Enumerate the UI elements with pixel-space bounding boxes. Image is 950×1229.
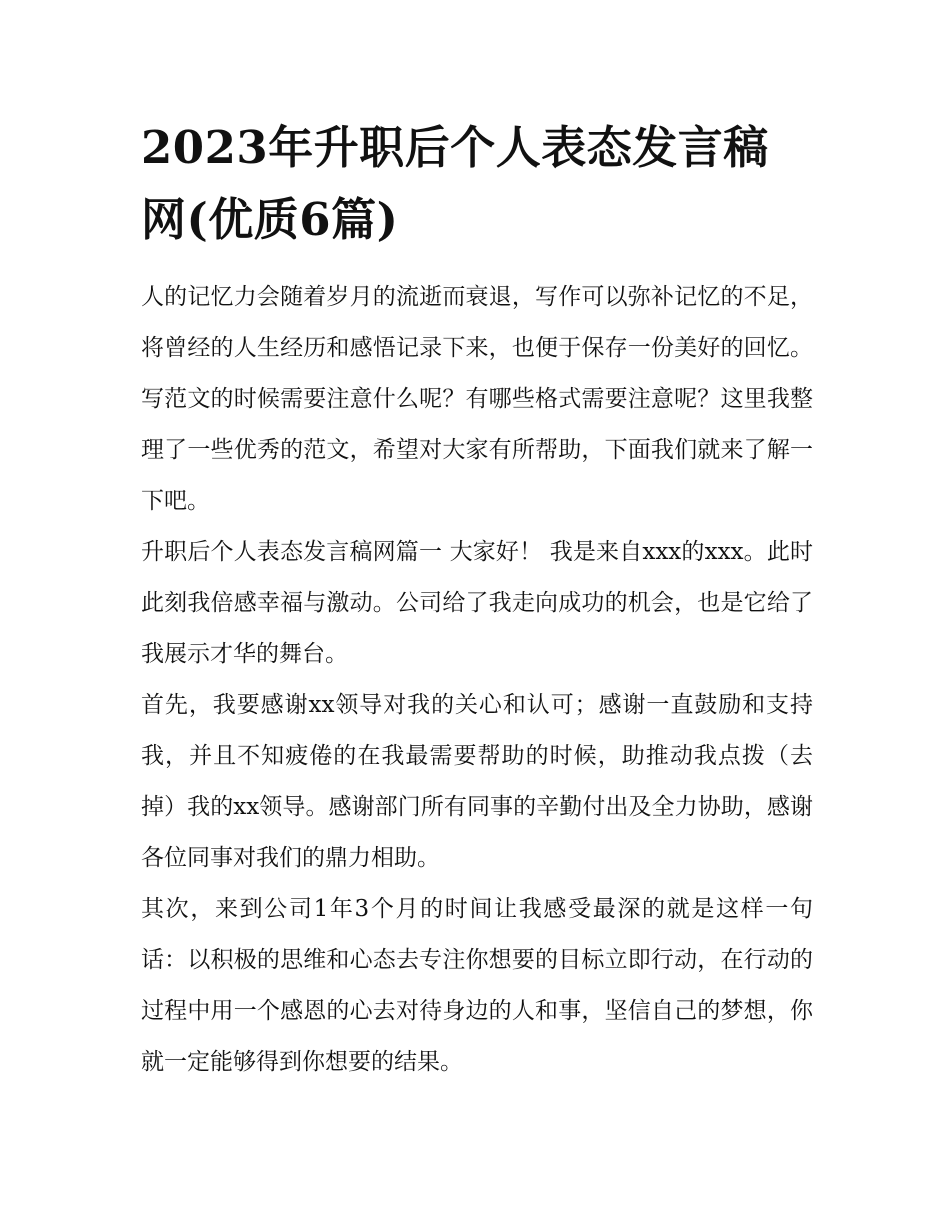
intro-paragraph: 人的记忆力会随着岁月的流逝而衰退，写作可以弥补记忆的不足，将曾经的人生经历和感悟记录下来，也便于保存一份美好的回忆。写范文的时候需要注意什么呢？有哪些格式需要注意呢？这里我整理了一些优秀的范文，希望对大家有所帮助，下面我们就来了解一下吧。 bbox=[141, 284, 813, 514]
speech-opening-paragraph: 升职后个人表态发言稿网篇一 大家好！ 我是来自xxx的xxx。此时此刻我倍感幸福与激动。公司给了我走向成功的机会，也是它给了我展示才华的舞台。 bbox=[141, 539, 813, 667]
thanks-paragraph: 首先，我要感谢xx领导对我的关心和认可；感谢一直鼓励和支持我，并且不知疲倦的在我最需要帮助的时候，助推动我点拨（去掉）我的xx领导。感谢部门所有同事的辛勤付出及全力协助，感谢各位同事对我们的鼎力相助。 bbox=[141, 692, 813, 871]
document-body bbox=[141, 272, 813, 1088]
reflection-paragraph: 其次，来到公司1年3个月的时间让我感受最深的就是这样一句话：以积极的思维和心态去专注你想要的目标立即行动，在行动的过程中用一个感恩的心去对待身边的人和事，坚信自己的梦想，你就一定能够得到你想要的结果。 bbox=[141, 896, 813, 1075]
document-content bbox=[141, 112, 813, 1088]
document-title: 2023年升职后个人表态发言稿网(优质6篇) bbox=[141, 121, 769, 246]
